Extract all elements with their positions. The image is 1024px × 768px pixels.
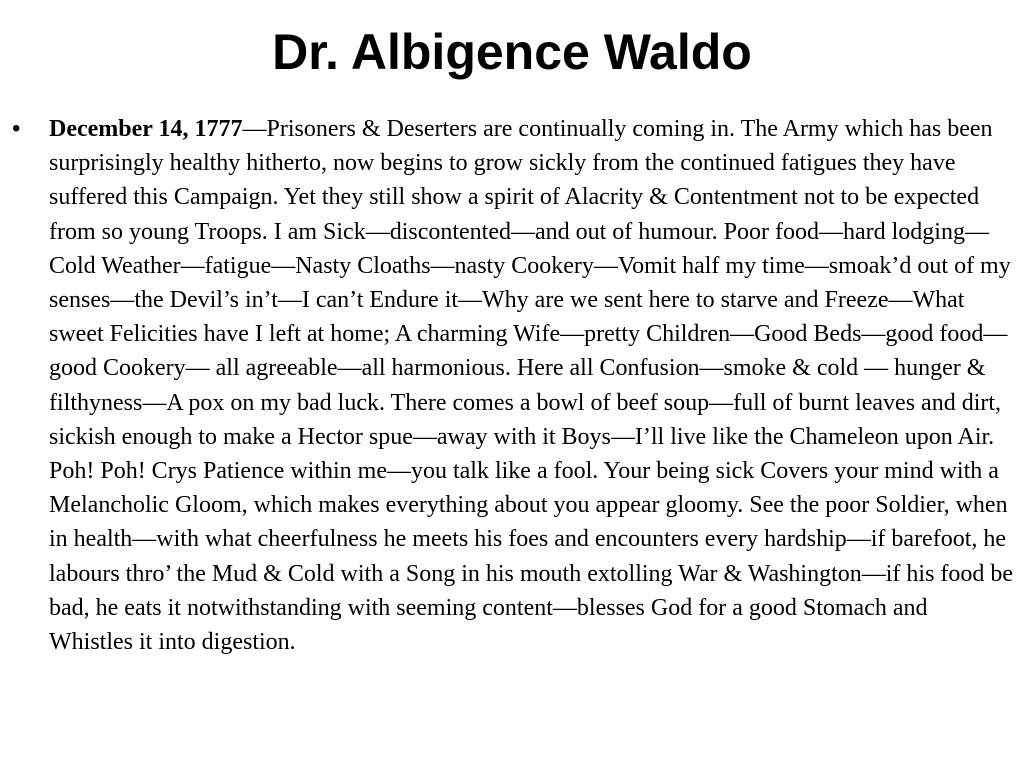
bullet-icon: • [12,115,21,142]
diary-entry [0,112,1024,659]
slide-title: Dr. Albigence Waldo [272,24,752,80]
bullet-list [0,112,1024,659]
entry-text: —Prisoners & Deserters are continually coming in. The Army which has been surprisingly healthy hitherto, now begins to grow sickly from the continued fatigues they have suffered this Campaign. Yet they still show a spirit of Alacrity & Contentment not to be expected from so young Troops. I am Sick—discontented—and out of humour. Poor food—hard lodging—Cold Weather—fatigue—Nasty Cloaths—nasty Cookery—Vomit half my time—smoak’d out of my senses—the Devil’s in’t—I can’t Endure it—Why are we sent here to starve and Freeze—What sweet Felicities have I left at home; A charming Wife—pretty Children—Good Beds—good food—good Cookery— all agreeable—all harmonious. Here all Confusion—smoke & cold — hunger & filthyness—A pox on my bad luck. There comes a bowl of beef soup—full of burnt leaves and dirt, sickish enough to make a Hector spue—away with it Boys—I’ll live like the Chameleon upon Air. Poh! Poh! Crys Patience within me—you talk like a fool. Your being sick Covers your mind with a Melancholic Gloom, which makes everything about you appear gloomy. See the poor Soldier, when in health—with what cheerfulness he meets his foes and encounters every hardship—if barefoot, he labours thro’ the Mud & Cold with a Song in his mouth extolling War & Washington—if his food be bad, he eats it notwithstanding with seeming content—blesses God for a good Stomach and Whistles it into digestion. [49,116,1014,656]
entry-date: December 14, 1777 [49,116,243,142]
